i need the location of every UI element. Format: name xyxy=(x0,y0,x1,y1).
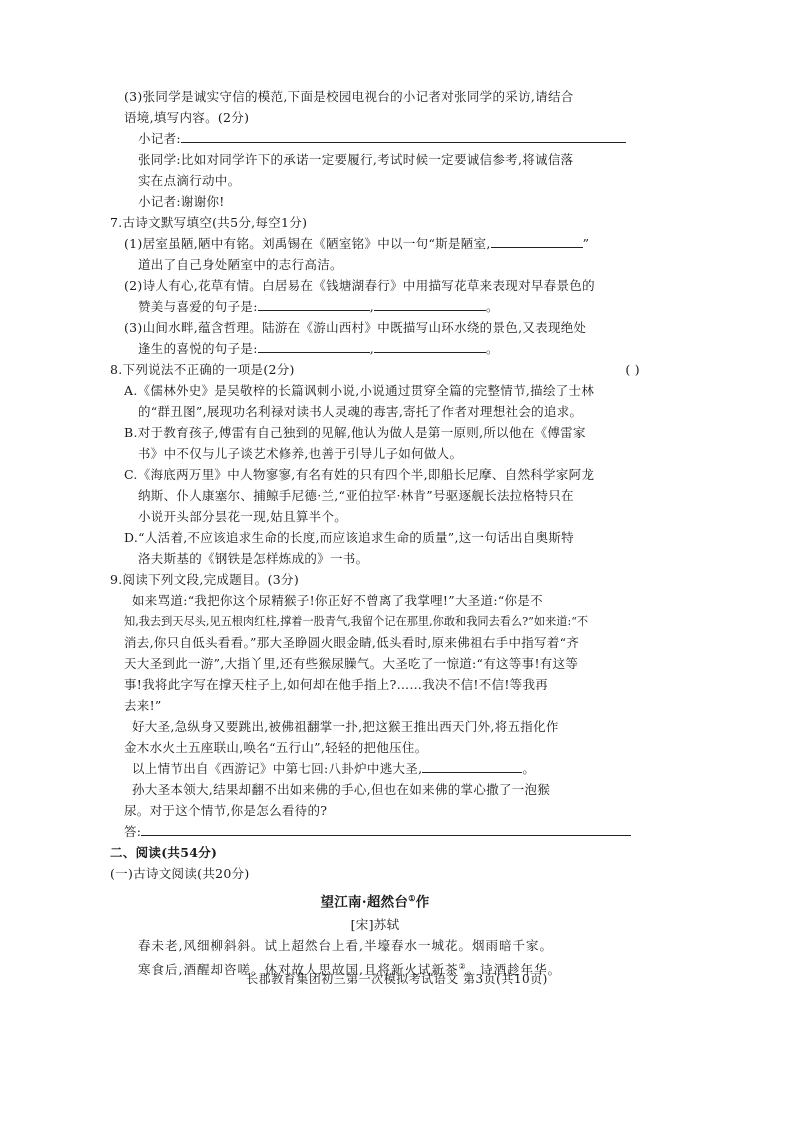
reporter-thanks: 小记者:谢谢你! xyxy=(138,194,225,209)
q7-item1-line1 xyxy=(110,233,640,254)
poem-title xyxy=(110,888,640,914)
poem-title-text: 望江南·超然台 xyxy=(320,894,409,911)
section2-heading: 二、阅读(共54分) xyxy=(110,845,218,860)
q7-blank-4[interactable] xyxy=(258,338,370,353)
q7-item1-line2: 道出了自己身处陋室中的志行高洁。 xyxy=(138,257,343,272)
poem-title-end: 作 xyxy=(415,894,430,911)
poem-footnote-mark-2: ② xyxy=(458,961,467,971)
q9-period: 。 xyxy=(522,761,536,776)
poem-title-footnote-mark: ① xyxy=(408,893,416,903)
q8-answer-paren[interactable]: ( ) xyxy=(625,362,640,377)
q6-3-prompt-line2: 语境,填写内容。(2分) xyxy=(124,110,250,125)
q7-blank-5[interactable] xyxy=(374,338,486,353)
q9-p2-line2: 金木水火土五座联山,唤名“五行山”,轻轻的把他压住。 xyxy=(124,740,428,755)
q8-option-c-line1: C.《海底两万里》中人物寥寥,有名有姓的只有四个半,即船长尼摩、自然科学家阿龙 xyxy=(124,467,595,482)
q7-blank-1[interactable] xyxy=(491,233,583,248)
poem-author: [宋]苏轼 xyxy=(350,916,400,932)
q7-period-1: 。 xyxy=(486,299,499,314)
poem-line2-text-b: 。诗酒趁年华。 xyxy=(466,961,562,977)
q9-p3 xyxy=(110,758,640,779)
q8-option-a-line1: A.《儒林外史》是吴敬梓的长篇讽刺小说,小说通过贯穿全篇的完整情节,描绘了士林 xyxy=(124,383,595,398)
q9-p1-line4: 天大圣到此一游”,大指丫里,还有些猴尿臊气。大圣吃了一惊道:“有这等事!有这等 xyxy=(124,656,579,671)
q7-item2-line1: (2)诗人有心,花草有情。白居易在《钱塘湖春行》中用描写花草来表现对早春景色的 xyxy=(124,278,595,293)
q7-item3-text: 逢生的喜悦的句子是: xyxy=(138,341,258,356)
q7-period-2: 。 xyxy=(486,341,499,356)
q6-3-reporter-row xyxy=(110,128,640,149)
q9-p3-text: 以上情节出自《西游记》中第七回:八卦炉中逃大圣, xyxy=(132,761,423,776)
q7-blank-2[interactable] xyxy=(258,296,370,311)
q7-item2-line2 xyxy=(110,296,640,317)
q9-answer-row xyxy=(110,821,640,842)
exam-content xyxy=(110,86,640,980)
section2-sub-heading: (一)古诗文阅读(共20分) xyxy=(110,866,250,881)
q7-item3-line1: (3)山间水畔,蕴含哲理。陆游在《游山西村》中既描写山环水绕的景色,又表现绝处 xyxy=(124,320,587,335)
q9-p1-line3: 消去,你只自低头看看。”那大圣睁圆火眼金睛,低头看时,原来佛祖右手中指写着“齐 xyxy=(124,635,580,650)
q7-blank-3[interactable] xyxy=(374,296,486,311)
zhang-line2: 实在点滴行动中。 xyxy=(138,173,241,188)
q9-answer-label: 答: xyxy=(124,824,142,839)
q9-p1-line5: 事!我将此字写在撑天柱子上,如何却在他手指上?……我决不信!不信!等我再 xyxy=(124,677,549,692)
q7-heading: 7.古诗文默写填空(共5分,每空1分) xyxy=(110,215,308,230)
q8-option-b-line1: B.对于教育孩子,傅雷有自己独到的见解,他认为做人是第一原则,所以他在《傅雷家 xyxy=(124,425,586,440)
poem-line1: 春未老,风细柳斜斜。试上超然台上看,半壕春水一城花。烟雨暗千家。 xyxy=(138,937,553,953)
q8-option-c-line2: 纳斯、仆人康塞尔、捕鲸手尼德·兰,“亚伯拉罕·林肯”号驱逐舰长法拉格特只在 xyxy=(138,488,574,503)
reporter-answer-blank[interactable] xyxy=(181,128,626,143)
q9-p4-line2: 尿。对于这个情节,你是怎么看待的? xyxy=(124,803,328,818)
poem-line2-text-a: 寒食后,酒醒却咨嗟。休对故人思故国,且将新火试新茶 xyxy=(138,961,459,977)
q8-option-a-line2: 的“群丑图”,展现功名利禄对读书人灵魂的毒害,寄托了作者对理想社会的追求。 xyxy=(138,404,583,419)
q7-item1-close-quote: ” xyxy=(582,236,590,251)
reporter-label: 小记者: xyxy=(138,131,181,146)
q9-p1-line1: 如来骂道:“我把你这个尿精猴子!你正好不曾离了我掌哩!”大圣道:“你是不 xyxy=(132,593,543,608)
q8-option-d-line2: 洛夫斯基的《钢铁是怎样炼成的》一书。 xyxy=(138,551,369,566)
q7-item1-text: (1)居室虽陋,陋中有铭。刘禹锡在《陋室铭》中以一句“斯是陋室, xyxy=(124,236,491,251)
q9-blank-chapter[interactable] xyxy=(422,758,522,773)
q9-p1-line6: 去来!” xyxy=(124,698,162,713)
q8-option-d-line1: D.“人活着,不应该追求生命的长度,而应该追求生命的质量”,这一句话出自奥斯特 xyxy=(124,530,574,545)
q6-3-prompt-line1: (3)张同学是诚实守信的模范,下面是校园电视台的小记者对张同学的采访,请结合 xyxy=(124,89,574,104)
q9-answer-blank[interactable] xyxy=(141,821,631,836)
q8-heading-row xyxy=(110,359,640,380)
q9-p1-line2: 知,我去到天尽头,见五根肉红柱,撑着一股青气,我留个记在那里,你敢和我同去看么?”如来道:“不 xyxy=(124,615,589,628)
q8-option-c-line3: 小说开头部分昙花一现,姑且算半个。 xyxy=(138,509,348,524)
q7-comma-1: , xyxy=(369,299,374,314)
q7-comma-2: , xyxy=(369,341,374,356)
q9-heading: 9.阅读下列文段,完成题目。(3分) xyxy=(110,572,300,587)
q8-option-b-line2: 书》中不仅与儿子谈艺术修养,也善于引导儿子如何做人。 xyxy=(138,446,463,461)
q7-item2-text: 赞美与喜爱的句子是: xyxy=(138,299,258,314)
q9-p2-line1: 好大圣,急纵身又要跳出,被佛祖翻掌一扑,把这猴王推出西天门外,将五指化作 xyxy=(132,719,559,734)
zhang-line1: 张同学:比如对同学许下的承诺一定要履行,考试时候一定要诚信参考,将诚信落 xyxy=(138,152,574,167)
q8-heading: 8.下列说法不正确的一项是(2分) xyxy=(110,362,295,377)
page-footer: 长郡教育集团初三第一次模拟考试语文 第3页(共10页) xyxy=(246,972,548,986)
q9-p4-line1: 孙大圣本领大,结果却翻不出如来佛的手心,但也在如来佛的掌心撒了一泡猴 xyxy=(132,782,551,797)
q7-item3-line2 xyxy=(110,338,640,359)
